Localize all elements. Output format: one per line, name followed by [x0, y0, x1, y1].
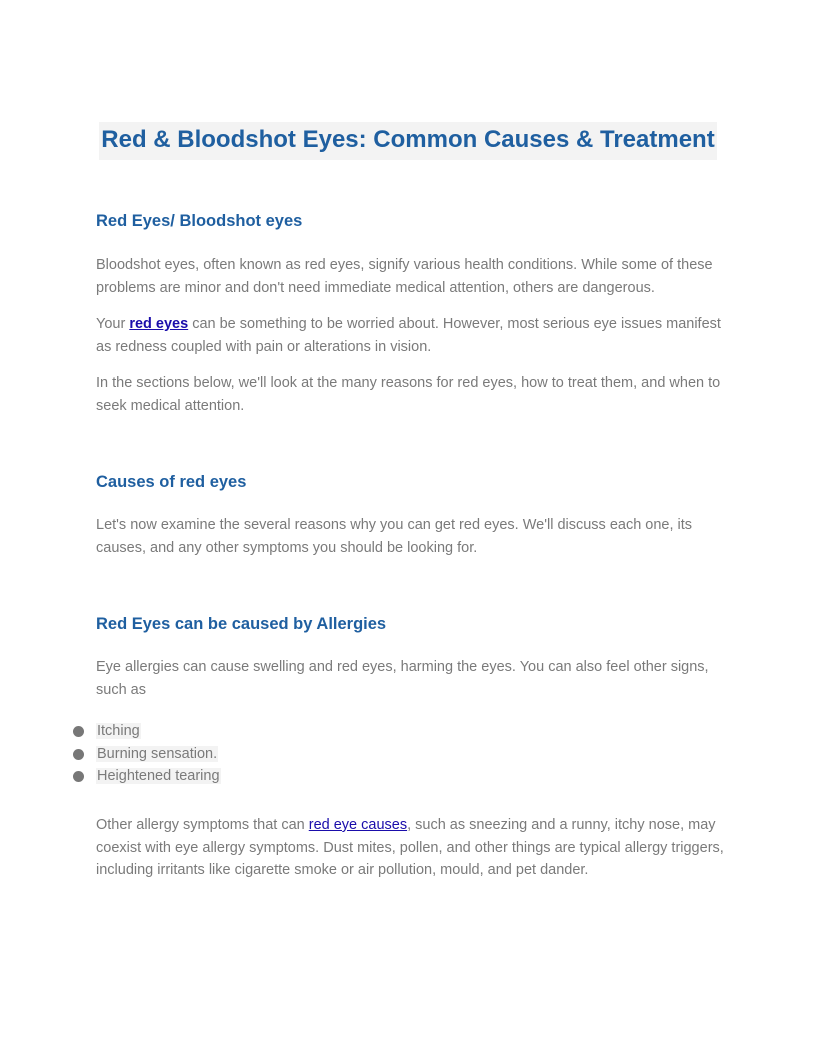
heading-allergies: Red Eyes can be caused by Allergies	[96, 615, 387, 633]
page-title-text: Red & Bloodshot Eyes: Common Causes & Treatment	[99, 122, 716, 160]
page-title	[0, 118, 816, 160]
list-item-text: Heightened tearing	[97, 768, 220, 784]
list-item	[72, 743, 221, 766]
paragraph-other-allergy-symptoms	[96, 814, 726, 882]
list-item	[72, 720, 221, 743]
symptom-list	[72, 720, 221, 788]
bullet-icon	[73, 749, 84, 760]
paragraph-red-eyes-worry	[96, 313, 726, 358]
heading-red-eyes-bloodshot: Red Eyes/ Bloodshot eyes	[96, 212, 303, 230]
paragraph-bloodshot-intro: Bloodshot eyes, often known as red eyes, signify various health conditions. While some of these problems are minor and don't need immediate medical attention, others are dangerous.	[96, 257, 713, 296]
list-item-text: Burning sensation.	[97, 745, 218, 762]
text-segment: can be something to be worried about. However, most serious eye issues manifest as redness coupled with pain or alterations in vision.	[96, 316, 721, 355]
list-item	[72, 765, 221, 788]
red-eyes-link[interactable]: red eyes	[129, 316, 189, 332]
paragraph-sections-below: In the sections below, we'll look at the many reasons for red eyes, how to treat them, and when to seek medical attention.	[96, 375, 721, 414]
paragraph-eye-allergies: Eye allergies can cause swelling and red eyes, harming the eyes. You can also feel other signs, such as	[96, 659, 709, 698]
text-segment: Your	[96, 316, 130, 332]
paragraph-examine-reasons: Let's now examine the several reasons why you can get red eyes. We'll discuss each one, its causes, and any other symptoms you should be looking for.	[96, 517, 693, 556]
bullet-icon	[73, 771, 84, 782]
text-segment: Other allergy symptoms that can	[96, 817, 309, 833]
red-eye-causes-link[interactable]: red eye causes	[308, 817, 408, 833]
list-item-text: Itching	[97, 723, 140, 739]
heading-causes-of-red-eyes: Causes of red eyes	[96, 473, 247, 491]
text-segment: , such as sneezing and a runny, itchy nose, may coexist with eye allergy symptoms. Dust mites, pollen, and other things are typical allergy triggers, including irritants like cigarette smoke or air pollution, mould, and pet dander.	[96, 817, 724, 878]
bullet-icon	[73, 726, 84, 737]
